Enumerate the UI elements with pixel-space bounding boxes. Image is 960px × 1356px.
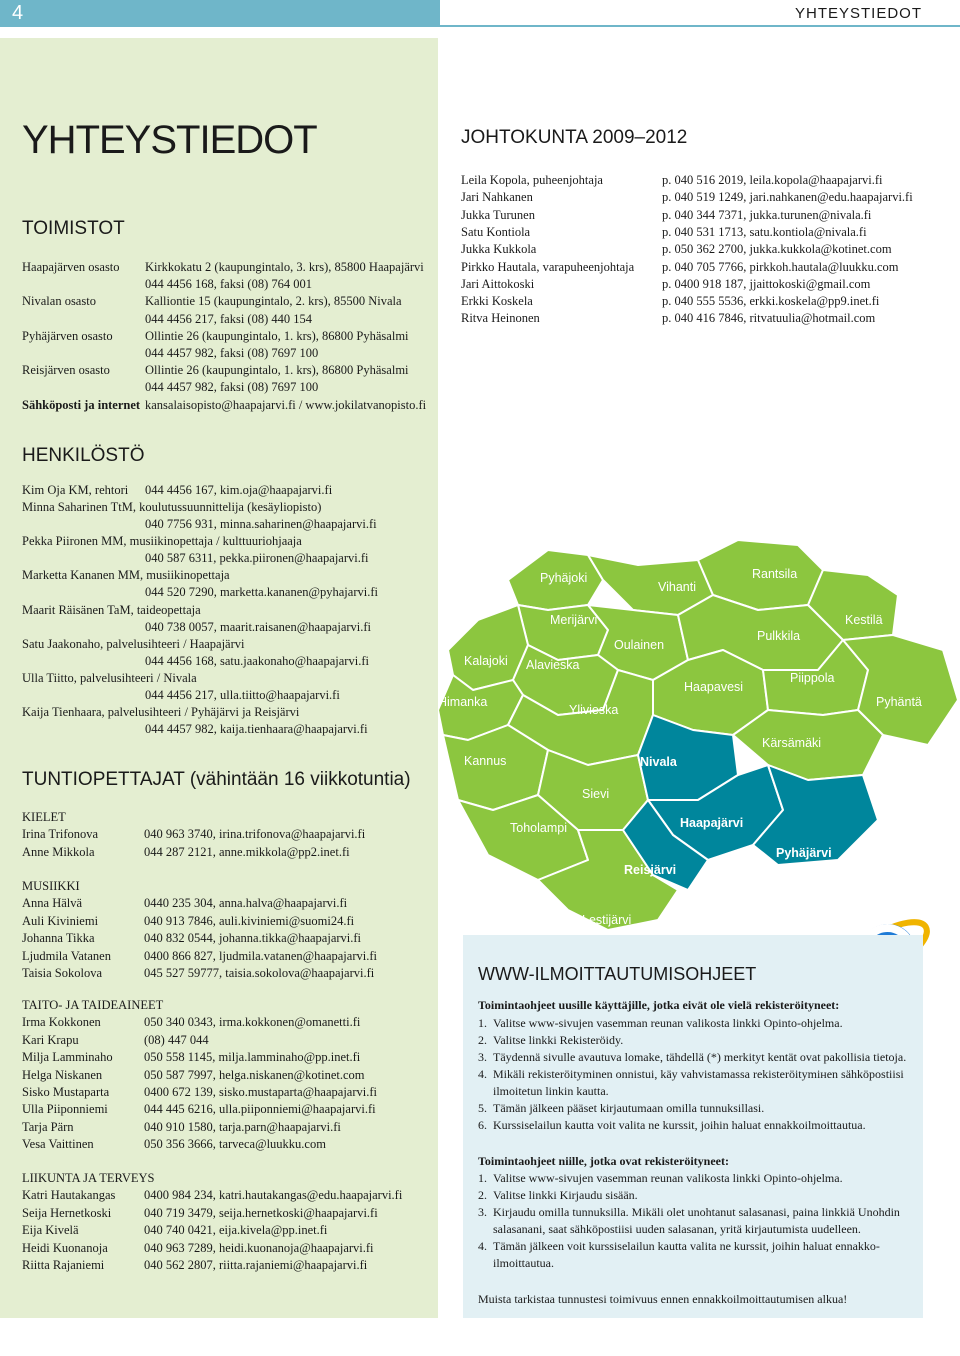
teacher-name: Kari Krapu xyxy=(22,1032,79,1047)
teacher-contact: 040 832 0544, johanna.tikka@haapajarvi.fi xyxy=(144,931,362,946)
map-label-karsamaki: Kärsämäki xyxy=(762,736,822,750)
teacher-contact: 045 527 59777, taisia.sokolova@haapajarvi.fi xyxy=(144,966,375,980)
teacher-name: Eija Kivelä xyxy=(22,1223,79,1238)
staff-name: Minna Saharinen TtM, koulutussuunnittelija (kesäyliopisto) xyxy=(22,500,322,514)
office-line: Kirkkokatu 2 (kaupungintalo, 3. krs), 85800 Haapajärvi xyxy=(145,260,424,274)
board-member-contact: p. 040 531 1713, satu.kontiola@nivala.fi xyxy=(662,224,867,239)
www-footer-note: Muista tarkistaa tunnustesi toimivuus ennen ennakkoilmoittautumisen alkua! xyxy=(478,1292,848,1306)
teacher-name: Katri Hautakangas xyxy=(22,1188,116,1203)
office-line: Ollintie 26 (kaupungintalo, 1. krs), 86800 Pyhäsalmi xyxy=(145,363,409,378)
page-title: YHTEYSTIEDOT xyxy=(22,118,317,162)
board-member-contact: p. 050 362 2700, jukka.kukkola@kotinet.com xyxy=(662,242,892,257)
teacher-contact: 0400 672 139, sisko.mustaparta@haapajarvi.fi xyxy=(144,1085,377,1099)
staff-contact: 044 4457 982, kaija.tienhaara@haapajarvi.fi xyxy=(145,722,368,737)
office-line: 044 4457 982, faksi (08) 7697 100 xyxy=(145,346,319,360)
map-label-rantsila: Rantsila xyxy=(752,567,798,581)
step-text: Valitse linkki Kirjaudu sisään. xyxy=(493,1188,638,1202)
region-map xyxy=(438,510,960,930)
map-label-alavieska: Alavieska xyxy=(526,658,580,672)
teacher-group-title: MUSIIKKI xyxy=(22,879,80,893)
step-number: 6. xyxy=(478,1118,487,1132)
map-label-ylivieska: Ylivieska xyxy=(569,703,619,717)
step-text: Täydennä sivulle avautuva lomake, tähdellä (*) merkityt kentät ovat pakollisia tietoja. xyxy=(493,1050,907,1064)
teacher-name: Ljudmila Vatanen xyxy=(22,948,111,963)
tuntiopettajat-heading: TUNTIOPETTAJAT (vähintään 16 viikkotuntia) xyxy=(22,769,411,790)
teacher-contact: (08) 447 044 xyxy=(144,1032,209,1047)
step-number: 4. xyxy=(478,1239,487,1253)
staff-name: Pekka Piironen MM, musiikinopettaja / kulttuuriohjaaja xyxy=(22,534,302,549)
map-label-haapavesi: Haapavesi xyxy=(684,680,744,694)
staff-contact: 044 520 7290, marketta.kananen@pyhajarvi.fi xyxy=(145,585,378,600)
teacher-name: Auli Kiviniemi xyxy=(22,913,99,928)
step-number: 5. xyxy=(478,1101,487,1115)
office-label: Pyhäjärven osasto xyxy=(22,328,113,343)
step-text: Valitse linkki Rekisteröidy. xyxy=(493,1033,624,1047)
board-member-name: Satu Kontiola xyxy=(461,224,531,239)
teacher-name: Helga Niskanen xyxy=(22,1067,103,1082)
step-number: 1. xyxy=(478,1016,487,1030)
running-title: YHTEYSTIEDOT xyxy=(794,5,922,22)
map-label-lestijarvi: Lestijärvi xyxy=(582,913,632,927)
teacher-name: Johanna Tikka xyxy=(22,931,95,946)
map-label-himanka: Himanka xyxy=(438,695,488,709)
map-label-piippola: Piippola xyxy=(790,671,835,685)
step-number: 3. xyxy=(478,1205,487,1219)
staff-first-contact: 044 4456 167, kim.oja@haapajarvi.fi xyxy=(145,483,333,497)
region-map-svg xyxy=(438,510,960,930)
teacher-contact: 044 287 2121, anne.mikkola@pp2.inet.fi xyxy=(144,844,350,859)
staff-name: Marketta Kananen MM, musiikinopettaja xyxy=(22,568,230,583)
board-member-name: Jari Nahkanen xyxy=(461,190,533,205)
teacher-name: Seija Hernetkoski xyxy=(22,1205,112,1220)
board-member-contact: p. 040 344 7371, jukka.turunen@nivala.fi xyxy=(662,207,872,222)
map-label-pyhajarvi: Pyhäjärvi xyxy=(776,846,832,860)
teacher-contact: 040 913 7846, auli.kiviniemi@suomi24.fi xyxy=(144,913,355,928)
page-number: 4 xyxy=(12,2,24,24)
step-text: ilmoittautua. xyxy=(493,1256,554,1270)
map-label-oulainen: Oulainen xyxy=(614,638,665,652)
office-line: 044 4456 168, faksi (08) 764 001 xyxy=(145,277,312,292)
office-line: Ollintie 26 (kaupungintalo, 1. krs), 86800 Pyhäsalmi xyxy=(145,328,409,343)
teacher-name: Riitta Rajaniemi xyxy=(22,1258,105,1272)
office-label: Haapajärven osasto xyxy=(22,260,120,274)
board-member-contact: p. 040 516 2019, leila.kopola@haapajarvi.fi xyxy=(662,173,883,187)
www-new-users-title: Toimintaohjeet uusille käyttäjille, jotka eivät ole vielä rekisteröityneet: xyxy=(478,998,840,1012)
board-member-name: Pirkko Hautala, varapuheenjohtaja xyxy=(461,259,635,274)
staff-name: Ulla Tiitto, palvelusihteeri / Nivala xyxy=(22,671,197,685)
step-text: ilmoitetun linkin kautta. xyxy=(493,1084,609,1098)
teacher-name: Heidi Kuonanoja xyxy=(22,1240,108,1255)
map-label-pyhajoki: Pyhäjoki xyxy=(540,571,588,585)
office-label: Nivalan osasto xyxy=(22,294,96,309)
staff-name: Maarit Räisänen TaM, taideopettaja xyxy=(22,602,201,617)
teacher-group-title: KIELET xyxy=(22,810,66,824)
teacher-group-title: LIIKUNTA JA TERVEYS xyxy=(22,1171,155,1185)
board-member-contact: p. 040 519 1249, jari.nahkanen@edu.haapajarvi.fi xyxy=(662,190,913,205)
www-registered-title: Toimintaohjeet niille, jotka ovat rekisteröityneet: xyxy=(478,1154,729,1168)
header-bar-right xyxy=(440,0,960,27)
johtokunta-heading: JOHTOKUNTA 2009–2012 xyxy=(461,127,688,148)
teacher-group-title: TAITO- JA TAIDEAINEET xyxy=(22,998,164,1012)
staff-contact: 040 587 6311, pekka.piironen@haapajarvi.fi xyxy=(145,551,369,566)
teacher-contact: 040 719 3479, seija.hernetkoski@haapajarvi.fi xyxy=(144,1205,378,1220)
teacher-name: Anne Mikkola xyxy=(22,844,95,859)
office-line: kansalaisopisto@haapajarvi.fi / www.jokilatvanopisto.fi xyxy=(145,397,427,412)
henkilosto-heading: HENKILÖSTÖ xyxy=(22,445,145,466)
teacher-name: Irina Trifonova xyxy=(22,827,99,842)
office-line: 044 4456 217, faksi (08) 440 154 xyxy=(145,311,312,326)
step-text: Mikäli rekisteröityminen onnistui, käy vahvistamassa rekisteröitymінen sähköpostiisi xyxy=(493,1067,904,1081)
map-label-pulkkila: Pulkkila xyxy=(757,629,801,643)
map-label-merijarvi: Merijärvi xyxy=(550,613,598,627)
teacher-contact: 050 340 0343, irma.kokkonen@omanetti.fi xyxy=(144,1015,361,1030)
step-text: Valitse www-sivujen vasemman reunan valikosta linkki Opinto-ohjelma. xyxy=(493,1171,843,1185)
map-label-kannus: Kannus xyxy=(464,754,507,768)
teacher-contact: 0400 984 234, katri.hautakangas@edu.haapajarvi.fi xyxy=(144,1188,403,1203)
step-text: Kurssiselailun kautta voit valita ne kurssit, joihin haluat ennakkoilmoittautua. xyxy=(493,1118,866,1132)
office-line: 044 4457 982, faksi (08) 7697 100 xyxy=(145,380,319,395)
step-text: salasanani, saat sähköpostiisi uuden salasanan, yritä kirjautumista uudelleen. xyxy=(493,1222,861,1236)
teacher-contact: 050 356 3666, tarveca@luukku.com xyxy=(144,1137,326,1152)
www-heading: WWW-ILMOITTAUTUMISOHJEET xyxy=(478,964,757,984)
map-label-kestila: Kestilä xyxy=(845,613,883,627)
teacher-contact: 0440 235 304, anna.halva@haapajarvi.fi xyxy=(144,896,348,911)
step-number: 2. xyxy=(478,1188,487,1202)
map-label-reisjarvi: Reisjärvi xyxy=(624,863,677,877)
staff-name: Kaija Tienhaara, palvelusihteeri / Pyhäjärvi ja Reisjärvi xyxy=(22,705,300,720)
staff-name: Satu Jaakonaho, palvelusihteeri / Haapajärvi xyxy=(22,636,245,651)
board-member-name: Ritva Heinonen xyxy=(461,311,540,326)
step-text: Valitse www-sivujen vasemman reunan valikosta linkki Opinto-ohjelma. xyxy=(493,1016,843,1030)
teacher-contact: 040 740 0421, eija.kivela@pp.inet.fi xyxy=(144,1223,328,1238)
step-text: Kirjaudu omilla tunnuksilla. Mikäli olet unohtanut salasanasi, paina linkkiä Unohdin xyxy=(493,1205,900,1219)
teacher-name: Taisia Sokolova xyxy=(22,966,103,980)
board-member-name: Jari Aittokoski xyxy=(461,276,535,291)
board-member-name: Erkki Koskela xyxy=(461,294,533,309)
teacher-name: Milja Lamminaho xyxy=(22,1050,113,1065)
map-label-haapajarvi: Haapajärvi xyxy=(680,816,744,830)
teacher-contact: 0400 866 827, ljudmila.vatanen@haapajarvi.fi xyxy=(144,948,377,963)
map-label-vihanti: Vihanti xyxy=(658,580,696,594)
step-number: 1. xyxy=(478,1171,487,1185)
step-number: 3. xyxy=(478,1050,487,1064)
board-member-contact: p. 040 555 5536, erkki.koskela@pp9.inet.fi xyxy=(662,294,880,309)
teacher-contact: 040 963 3740, irina.trifonova@haapajarvi.fi xyxy=(144,827,366,842)
staff-first-name: Kim Oja KM, rehtori xyxy=(22,483,129,497)
board-member-name: Jukka Kukkola xyxy=(461,242,537,257)
teacher-contact: 050 587 7997, helga.niskanen@kotinet.com xyxy=(144,1067,365,1082)
board-member-contact: p. 0400 918 187, jjaittokoski@gmail.com xyxy=(662,276,871,291)
staff-contact: 044 4456 168, satu.jaakonaho@haapajarvi.fi xyxy=(145,653,369,668)
map-label-nivala: Nivala xyxy=(640,755,677,769)
teacher-name: Anna Hälvä xyxy=(22,896,83,911)
office-label: Sähköposti ja internet xyxy=(22,397,141,412)
teacher-name: Ulla Piiponniemi xyxy=(22,1102,108,1117)
teacher-contact: 050 558 1145, milja.lamminaho@pp.inet.fi xyxy=(144,1050,361,1065)
map-label-pyhanta: Pyhäntä xyxy=(876,695,922,709)
teacher-name: Vesa Vaittinen xyxy=(22,1137,94,1152)
teacher-contact: 040 910 1580, tarja.parn@haapajarvi.fi xyxy=(144,1119,341,1134)
board-member-contact: p. 040 416 7846, ritvatuulia@hotmail.com xyxy=(662,311,876,326)
teacher-contact: 040 562 2807, riitta.rajaniemi@haapajarvi.fi xyxy=(144,1258,368,1272)
board-member-contact: p. 040 705 7766, pirkkoh.hautala@luukku.com xyxy=(662,259,899,274)
staff-contact: 044 4456 217, ulla.tiitto@haapajarvi.fi xyxy=(145,688,340,702)
office-label: Reisjärven osasto xyxy=(22,363,110,378)
board-member-name: Jukka Turunen xyxy=(461,207,535,222)
teacher-contact: 040 963 7289, heidi.kuonanoja@haapajarvi.fi xyxy=(144,1240,374,1255)
office-line: Kalliontie 15 (kaupungintalo, 2. krs), 85500 Nivala xyxy=(145,294,402,309)
map-label-toholampi: Toholampi xyxy=(510,821,567,835)
step-number: 4. xyxy=(478,1067,487,1081)
step-number: 2. xyxy=(478,1033,487,1047)
step-text: Tämän jälkeen pääset kirjautumaan omilla tunnuksillasi. xyxy=(493,1101,765,1115)
header-bar-left xyxy=(0,0,440,27)
map-label-kalajoki: Kalajoki xyxy=(464,654,508,668)
step-text: Tämän jälkeen voit kurssiselailun kautta valita ne kurssit, joihin haluat ennakko- xyxy=(493,1239,880,1253)
teacher-name: Sisko Mustaparta xyxy=(22,1085,110,1099)
board-member-name: Leila Kopola, puheenjohtaja xyxy=(461,173,603,187)
teacher-name: Irma Kokkonen xyxy=(22,1015,101,1030)
toimistot-heading: TOIMISTOT xyxy=(22,218,125,239)
map-label-sievi: Sievi xyxy=(582,787,610,801)
staff-contact: 040 738 0057, maarit.raisanen@haapajarvi.fi xyxy=(145,619,372,634)
teacher-contact: 044 445 6216, ulla.piiponniemi@haapajarvi.fi xyxy=(144,1102,376,1117)
teacher-name: Tarja Pärn xyxy=(22,1119,74,1134)
staff-contact: 040 7756 931, minna.saharinen@haapajarvi.fi xyxy=(145,517,377,531)
